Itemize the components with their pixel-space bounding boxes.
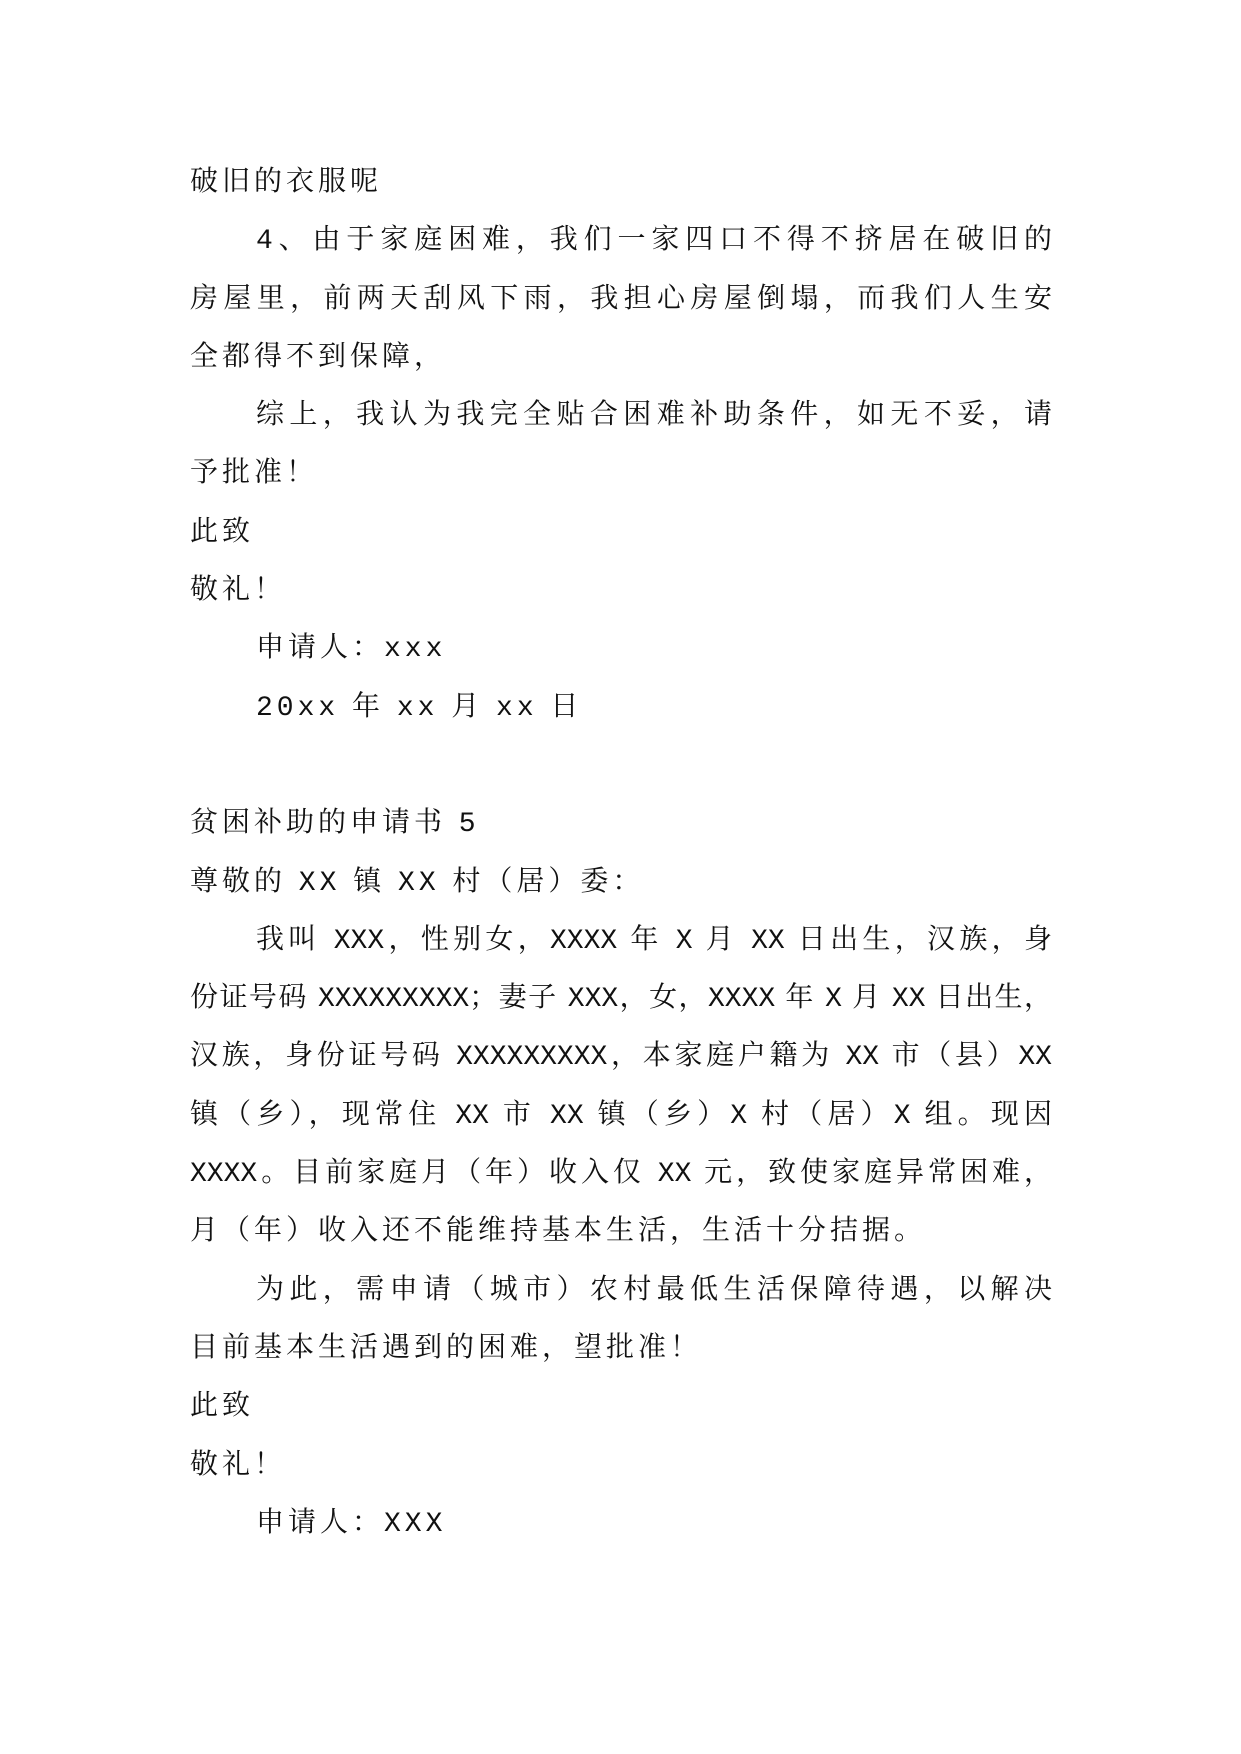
item-4-line: 全都得不到保障， [190, 342, 447, 374]
paragraph-fragment: 破旧的衣服呢 [190, 168, 383, 199]
body-line: 镇（乡），现常住 XX 市 XX 镇（乡）X 村（居）X 组。现因 [190, 1100, 1052, 1132]
body-line: 月（年）收入还不能维持基本生活，生活十分拮据。 [190, 1217, 927, 1249]
body-line: XXXX。目前家庭月（年）收入仅 XX 元，致使家庭异常困难， [190, 1159, 1052, 1191]
letter-title: 贫困补助的申请书 5 [190, 809, 480, 841]
applicant-signature: 申请人：XXX [256, 1508, 447, 1540]
body-line: 份证号码 XXXXXXXXX；妻子 XXX，女，XXXX 年 X 月 XX 日出生， [190, 984, 1052, 1016]
document-body [190, 155, 1052, 1554]
blank-line [190, 738, 1052, 796]
body-line: 汉族，身份证号码 XXXXXXXXX，本家庭户籍为 XX 市（县）XX [190, 1042, 1052, 1074]
request-line: 目前基本生活遇到的困难，望批准！ [190, 1333, 703, 1365]
closing-jing-li: 敬礼！ [190, 576, 287, 608]
request-line: 为此，需申请（城市）农村最低生活保障待遇，以解决 [256, 1275, 1052, 1307]
conclusion-line: 综上，我认为我完全贴合困难补助条件，如无不妥，请 [256, 401, 1052, 433]
closing-ci-zhi: 此致 [190, 517, 255, 549]
closing-jing-li: 敬礼！ [190, 1450, 287, 1482]
body-line: 我叫 XXX，性别女，XXXX 年 X 月 XX 日出生，汉族，身 [256, 925, 1052, 957]
letter-date: 20xx 年 xx 月 xx 日 [256, 692, 583, 724]
letter-salutation: 尊敬的 XX 镇 XX 村（居）委： [190, 867, 645, 899]
item-4-line: 4、由于家庭困难，我们一家四口不得不挤居在破旧的 [256, 226, 1052, 258]
item-4-line: 房屋里，前两天刮风下雨，我担心房屋倒塌，而我们人生安 [190, 284, 1052, 316]
applicant-signature: 申请人：xxx [256, 634, 447, 666]
closing-ci-zhi: 此致 [190, 1392, 255, 1424]
conclusion-line: 予批准！ [190, 459, 319, 491]
